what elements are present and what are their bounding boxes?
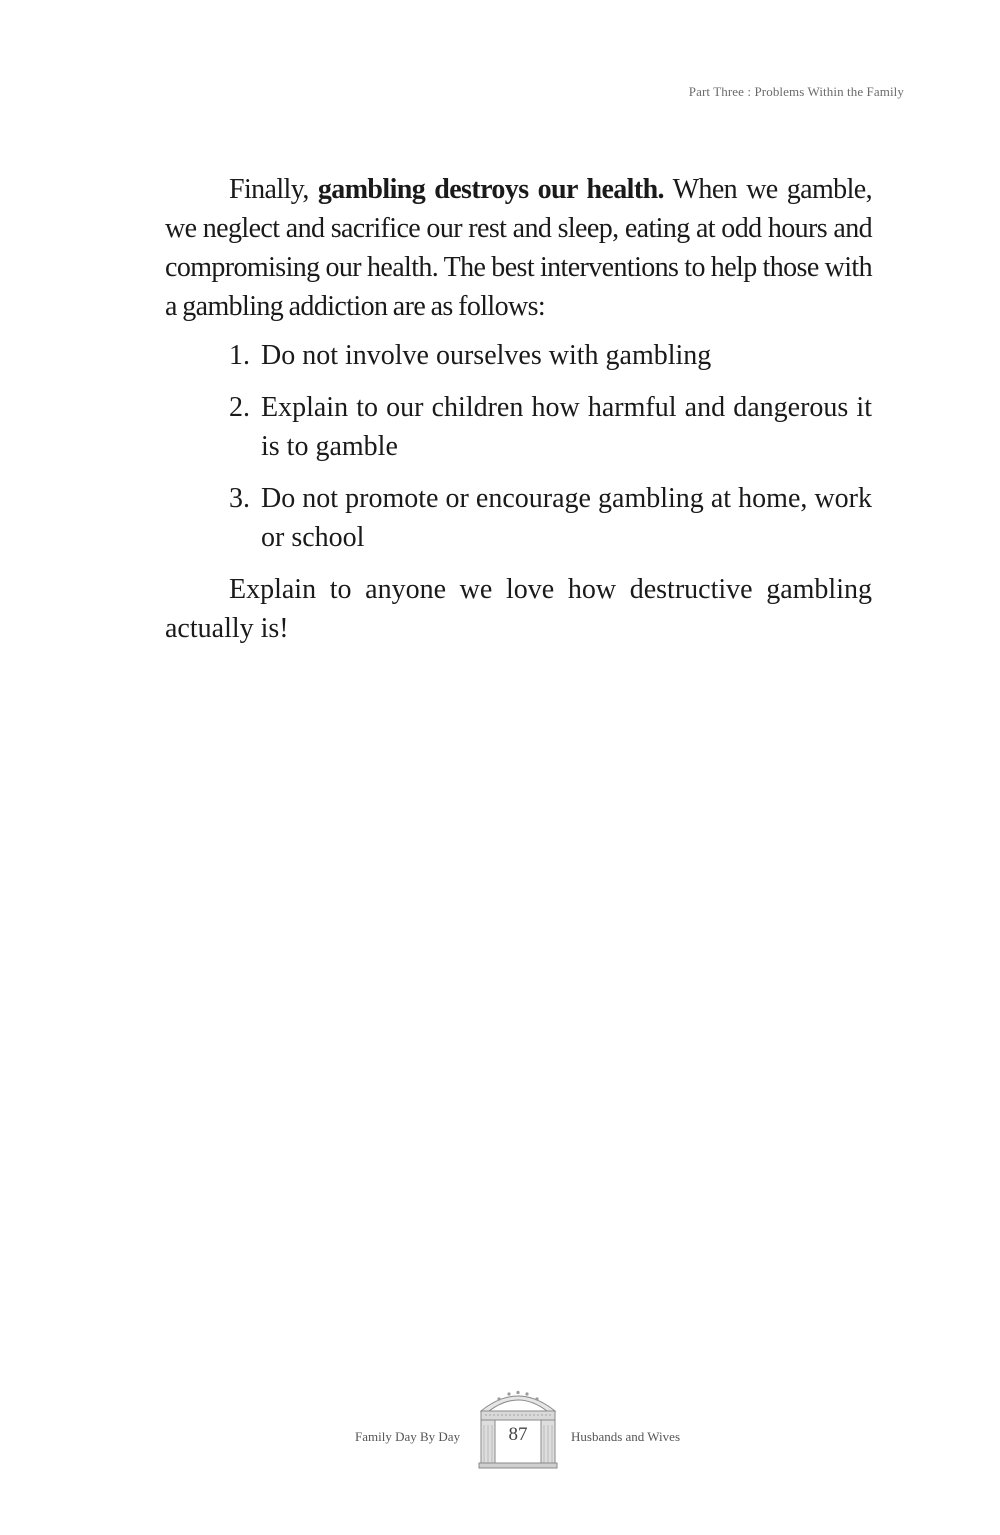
list-item <box>229 388 872 466</box>
list-item-text: Do not promote or encourage gambling at home, work or school <box>261 483 872 553</box>
closing-paragraph: Explain to anyone we love how destructive gambling actually is! <box>165 574 872 644</box>
footer-book-title: Family Day By Day <box>355 1429 461 1444</box>
list-item-number: 3. <box>229 483 250 514</box>
page-number: 87 <box>508 1424 528 1445</box>
page-footer <box>0 1385 1000 1475</box>
page-body <box>165 170 872 648</box>
intro-bold-statement: gambling destroys our health. <box>317 174 664 205</box>
intro-paragraph <box>165 170 872 326</box>
list-item-number: 2. <box>229 392 250 423</box>
list-item-text: Explain to our children how harmful and dangerous it is to gamble <box>261 392 872 462</box>
interventions-list <box>165 336 872 557</box>
list-item <box>229 479 872 557</box>
running-header: Part Three : Problems Within the Family <box>688 84 904 99</box>
intro-rest: When we gamble, we neglect and sacrifice our rest and sleep, eating at odd hours and compromising our health. The best interventions to help those with a gambling addiction are as follows: <box>165 174 872 322</box>
list-item-text: Do not involve ourselves with gambling <box>261 340 712 371</box>
intro-lead: Finally, <box>229 174 309 205</box>
footer-section-title: Husbands and Wives <box>571 1429 681 1444</box>
list-item <box>229 336 872 375</box>
list-item-number: 1. <box>229 340 250 371</box>
